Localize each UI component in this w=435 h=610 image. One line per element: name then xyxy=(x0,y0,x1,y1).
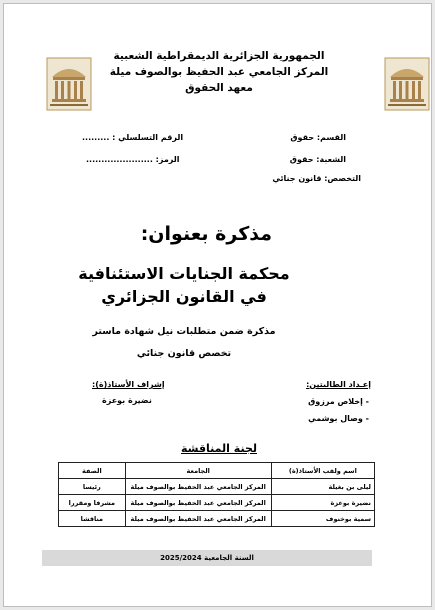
student-name: - إخلاص مرزوق xyxy=(308,397,369,406)
committee-title: لجنة المناقشة xyxy=(180,442,257,455)
table-row xyxy=(59,511,375,527)
table-header-row xyxy=(59,463,375,479)
academic-year: السنة الجامعية 2025/2024 xyxy=(42,550,372,566)
memo-title: مذكرة بعنوان: xyxy=(140,223,272,245)
student-name: - وصال بوشمي xyxy=(308,414,369,423)
institute-name: معهد الحقوق xyxy=(185,82,253,94)
column-header: اسم ولقب الأستاذ(ة) xyxy=(271,463,374,479)
member-institution: المركز الجامعي عبد الحفيظ بوالصوف ميلة xyxy=(125,479,271,495)
university-logo-left xyxy=(46,57,92,111)
member-role: رئيسا xyxy=(59,479,126,495)
university-center-name: المركز الجامعي عبد الحفيظ بوالصوف ميلة xyxy=(109,66,329,78)
table-row xyxy=(59,479,375,495)
serial-number-field: الرقم التسلسلي : ......... xyxy=(82,133,184,142)
students-label: إعـداد الطالبتين: xyxy=(306,380,371,389)
code-field: الرمز: ...................... xyxy=(86,155,180,164)
memo-specialty: تخصص قانون جنائي xyxy=(136,348,232,359)
table-row xyxy=(59,495,375,511)
member-role: مناقشا xyxy=(59,511,126,527)
member-institution: المركز الجامعي عبد الحفيظ بوالصوف ميلة xyxy=(125,511,271,527)
memo-subject xyxy=(64,262,304,308)
university-logo-right xyxy=(384,57,430,111)
degree-statement: مذكرة ضمن متطلبات نيل شهادة ماستر xyxy=(92,326,276,337)
member-role: مشرفا ومقررا xyxy=(59,495,126,511)
specialty-field: التخصص: قانون جنائي xyxy=(272,174,361,183)
branch-field: الشعبة: حقوق xyxy=(289,155,346,164)
committee-table xyxy=(58,462,375,527)
column-header: الصفة xyxy=(59,463,126,479)
institution-header xyxy=(99,48,339,96)
republic-name: الجمهورية الجزائرية الديمقراطية الشعبية xyxy=(113,50,325,62)
member-institution: المركز الجامعي عبد الحفيظ بوالصوف ميلة xyxy=(125,495,271,511)
supervisor-name: نضيرة بوعزة xyxy=(102,396,152,405)
member-name: ليلى بن بغيلة xyxy=(271,479,374,495)
document-page xyxy=(3,3,432,607)
memo-subject-line-1: محكمة الجنايات الاستئنافية xyxy=(78,264,290,283)
supervisor-label: إشراف الأستاذ(ة): xyxy=(92,380,165,389)
memo-subject-line-2: في القانون الجزائري xyxy=(101,287,267,306)
member-name: سمية بوخنوف xyxy=(271,511,374,527)
column-header: الجامعة xyxy=(125,463,271,479)
member-name: نضيرة بوعزة xyxy=(271,495,374,511)
department-field: القسم: حقوق xyxy=(290,133,346,142)
